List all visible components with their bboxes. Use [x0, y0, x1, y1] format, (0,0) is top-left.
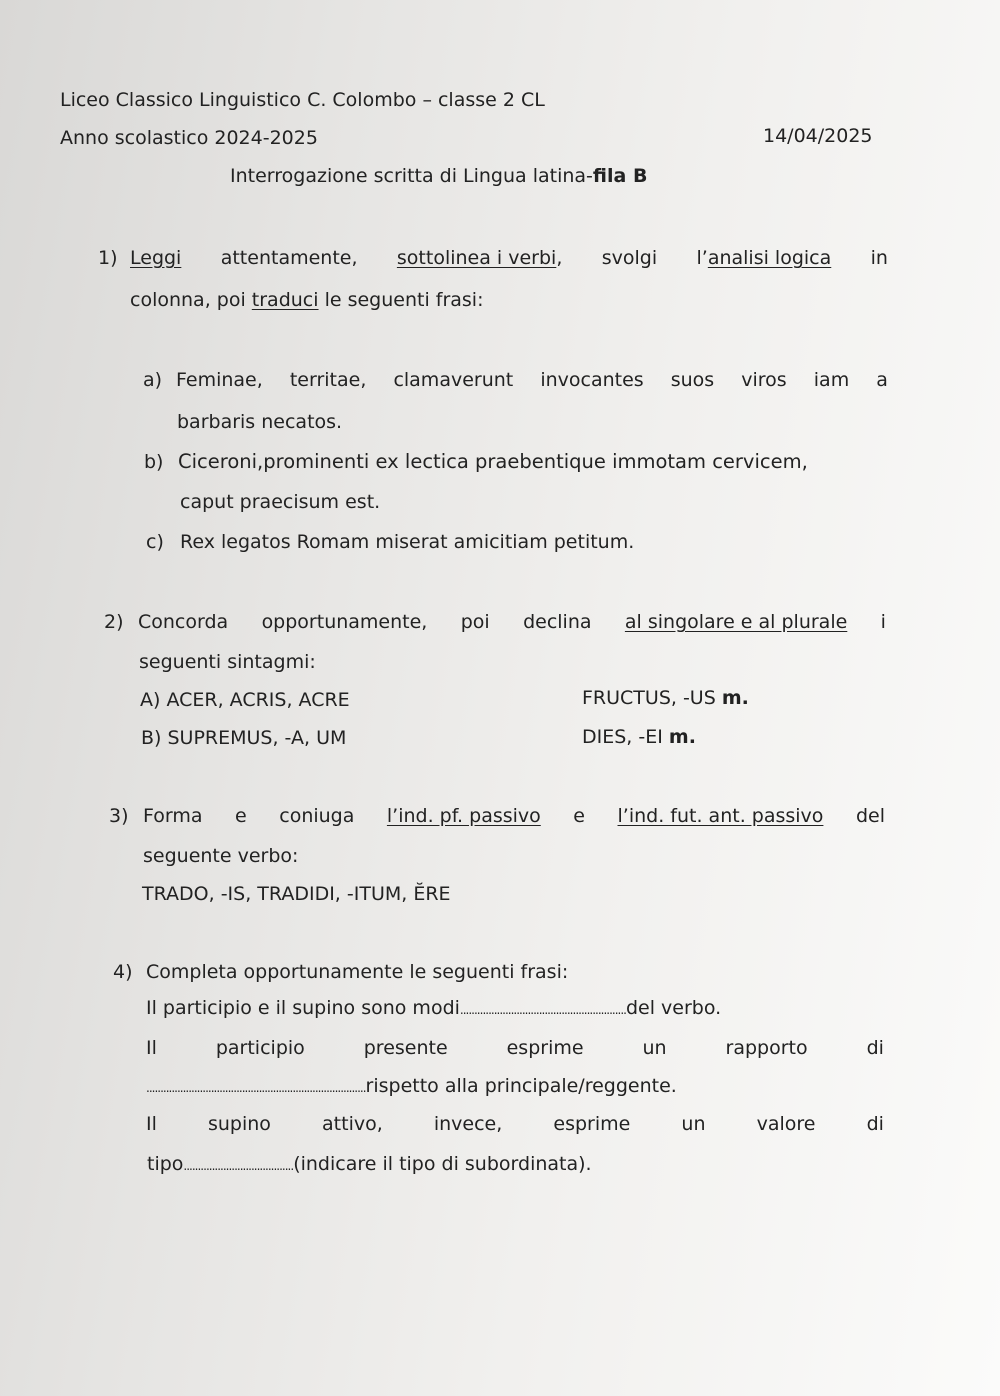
q4-sentence3-line1: Il supino attivo, invece, esprime un valore di [146, 1113, 884, 1135]
q2-item-a: A) ACER, ACRIS, ACRE [140, 689, 350, 711]
blank-3[interactable]: ....................................... [183, 1159, 294, 1173]
q3-verb: TRADO, -IS, TRADIDI, -ITUM, ĔRE [142, 883, 451, 905]
q2-item-dies: DIES, -EI m. [582, 726, 696, 748]
sentence-b-line1: Ciceroni,prominenti ex lectica praebentique immotam cervicem, [178, 450, 808, 473]
q1-line2: colonna, poi traduci le seguenti frasi: [130, 289, 484, 311]
sentence-a-line1: Feminae, territae, clamaverunt invocantes suos viros iam a [176, 369, 888, 391]
q2-line2: seguenti sintagmi: [139, 651, 316, 673]
exam-date: 14/04/2025 [763, 125, 873, 147]
school-line: Liceo Classico Linguistico C. Colombo – classe 2 CL [60, 89, 545, 111]
blank-1[interactable]: ........................................................... [459, 1003, 626, 1017]
sentence-c-label: c) [146, 531, 164, 553]
q4-sentence2-line2: ..............................................................................rispetto alla principale/reggente. [146, 1075, 677, 1097]
q1-line1: Leggi attentamente, sottolinea i verbi, svolgi l’analisi logica in [130, 247, 888, 269]
q2-line1: Concorda opportunamente, poi declina al singolare e al plurale i [138, 611, 886, 633]
school-year: Anno scolastico 2024-2025 [60, 127, 318, 149]
q4-sentence3-line2: tipo.......................................(indicare il tipo di subordinata). [147, 1153, 592, 1175]
blank-2[interactable]: .............................................................................. [146, 1081, 366, 1095]
q2-item-b: B) SUPREMUS, -A, UM [141, 727, 347, 749]
q2-number: 2) [104, 611, 124, 633]
sentence-a-line2: barbaris necatos. [177, 411, 343, 433]
q3-number: 3) [109, 805, 129, 827]
exam-title: Interrogazione scritta di Lingua latina-fila B [230, 165, 648, 187]
q1-number: 1) [98, 247, 118, 269]
sentence-b-line2: caput praecisum est. [180, 491, 381, 513]
sentence-c-line1: Rex legatos Romam miserat amicitiam petitum. [180, 531, 635, 553]
q3-line2: seguente verbo: [143, 845, 299, 867]
q3-line1: Forma e coniuga l’ind. pf. passivo e l’ind. fut. ant. passivo del [143, 805, 885, 827]
q2-item-fructus: FRUCTUS, -US m. [582, 687, 749, 709]
q4-title: Completa opportunamente le seguenti frasi: [146, 961, 569, 983]
q4-sentence2-line1: Il participio presente esprime un rapporto di [146, 1037, 884, 1059]
sentence-a-label: a) [143, 369, 163, 391]
sentence-b-label: b) [144, 451, 164, 473]
q4-number: 4) [113, 961, 133, 983]
q4-sentence1: Il participio e il supino sono modi...........................................................del verbo. [146, 997, 722, 1019]
